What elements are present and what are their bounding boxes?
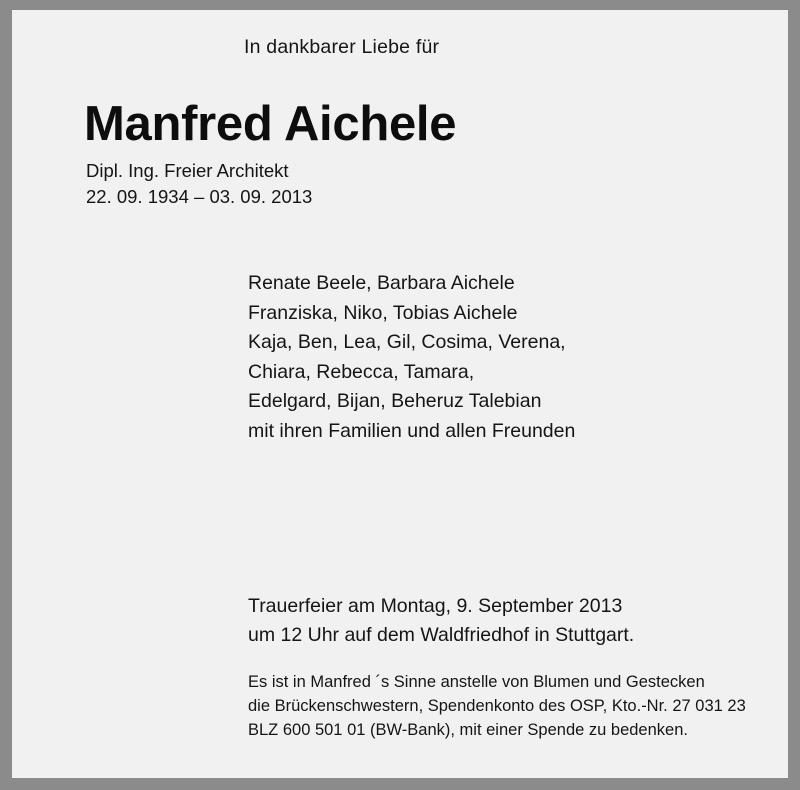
donation-line: Es ist in Manfred ´s Sinne anstelle von Blumen und Gestecken	[248, 673, 705, 691]
life-dates: 22. 09. 1934 – 03. 09. 2013	[86, 186, 313, 207]
funeral-service-details	[248, 592, 634, 650]
donation-line: BLZ 600 501 01 (BW-Bank), mit einer Spende zu bedenken.	[248, 721, 688, 739]
profession-text: Dipl. Ing. Freier Architekt	[86, 160, 289, 181]
family-line: Renate Beele, Barbara Aichele	[248, 272, 515, 294]
obituary-content	[12, 10, 788, 778]
family-line: Edelgard, Bijan, Beheruz Talebian	[248, 390, 542, 412]
family-line: mit ihren Familien und allen Freunden	[248, 419, 576, 442]
family-line: Kaja, Ben, Lea, Gil, Cosima, Verena,	[248, 331, 566, 353]
service-line: um 12 Uhr auf dem Waldfriedhof in Stuttgart.	[248, 624, 635, 646]
obituary-card	[12, 10, 788, 778]
donation-line: die Brückenschwestern, Spendenkonto des OSP, Kto.-Nr. 27 031 23	[248, 697, 746, 715]
family-line: Chiara, Rebecca, Tamara,	[248, 360, 475, 383]
service-line: Trauerfeier am Montag, 9. September 2013	[248, 595, 623, 617]
family-list	[248, 269, 575, 446]
family-line: Franziska, Niko, Tobias Aichele	[248, 301, 518, 324]
dedication-text: In dankbarer Liebe für	[244, 36, 440, 58]
deceased-name: Manfred Aichele	[84, 97, 457, 151]
donation-notice	[248, 670, 746, 742]
